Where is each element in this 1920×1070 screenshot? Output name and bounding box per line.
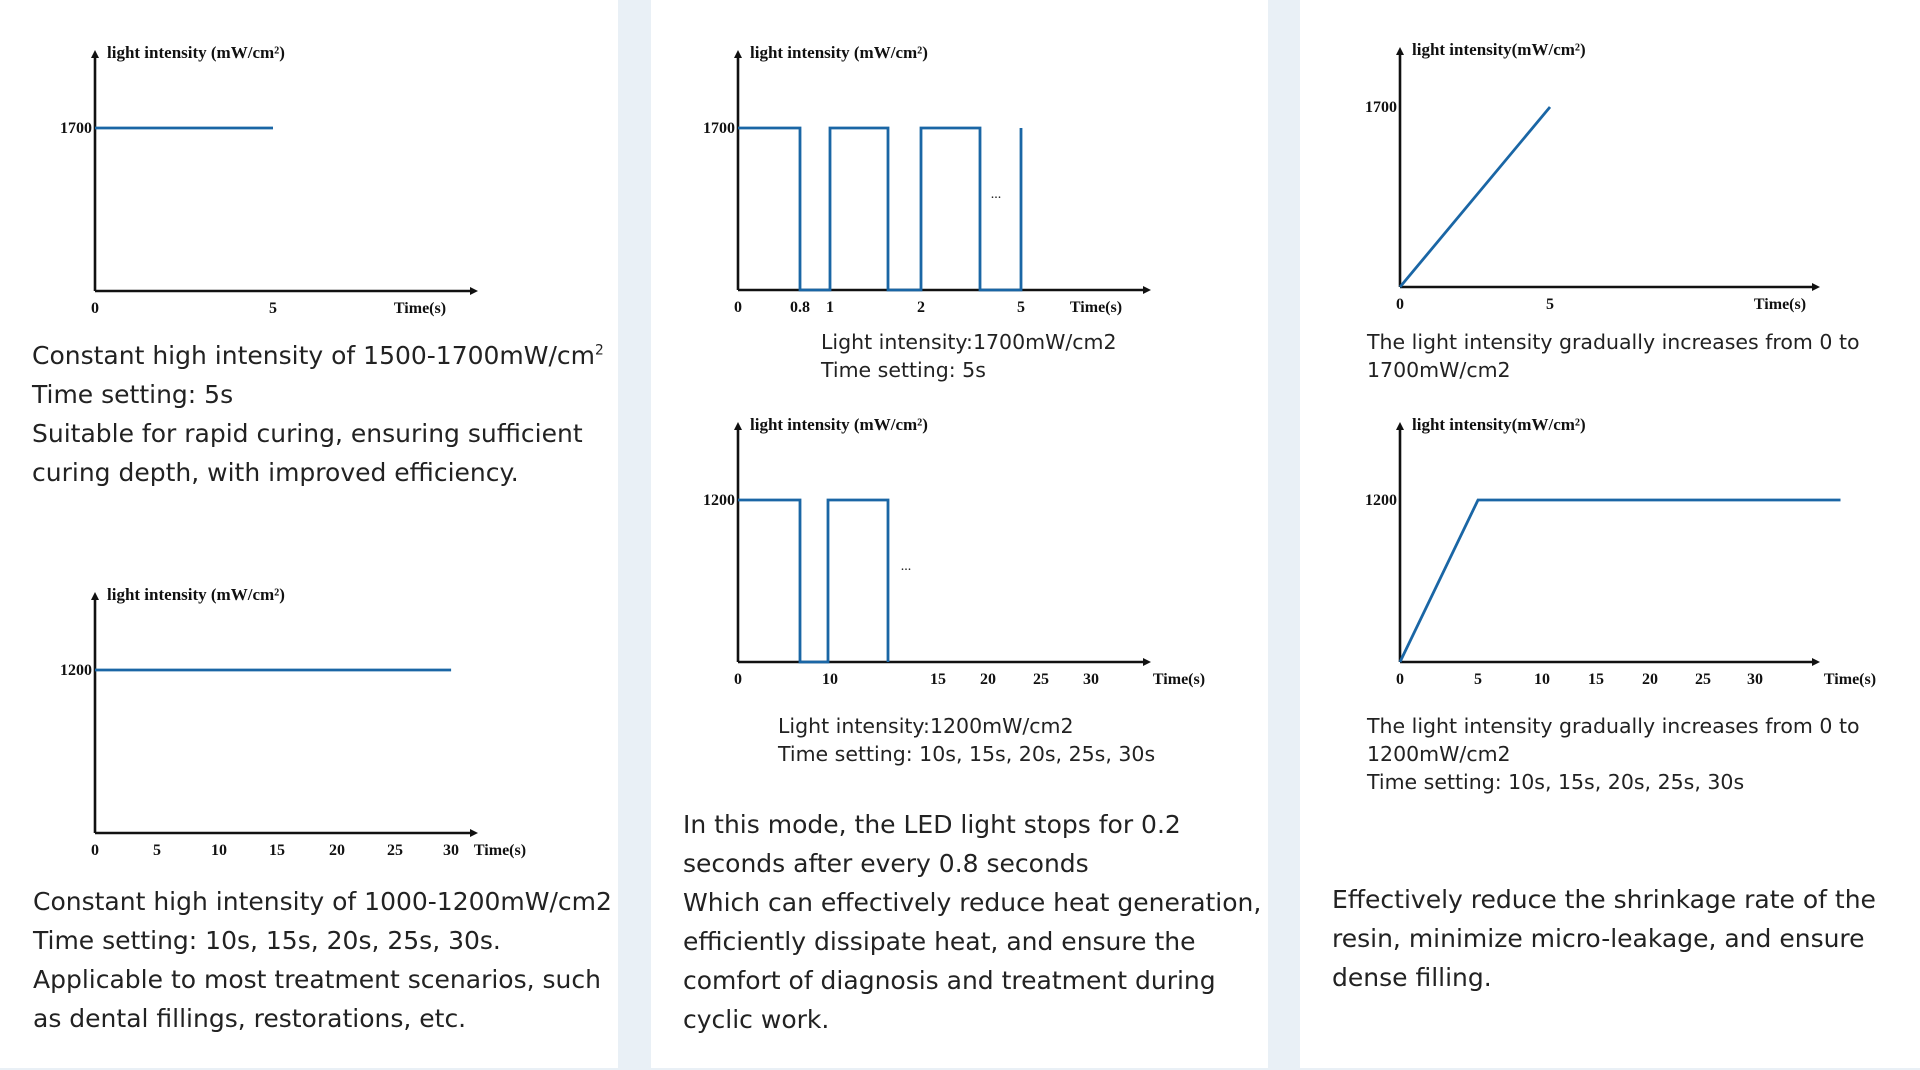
x-tick-label: 10 <box>1534 671 1550 688</box>
x-tick-label: 20 <box>1642 671 1658 688</box>
desc-pulse-1200 <box>778 712 1155 768</box>
y-axis-arrow <box>734 422 742 430</box>
x-tick-label: 0.8 <box>790 299 810 316</box>
chart-ramp-1200 <box>1340 410 1900 700</box>
desc-line: Effectively reduce the shrinkage rate of the <box>1332 885 1876 914</box>
x-axis-arrow <box>470 287 478 295</box>
y-axis-arrow <box>734 50 742 58</box>
y-axis-arrow <box>1396 422 1404 430</box>
y-tick-label: 1700 <box>60 120 92 137</box>
desc-pulse-1700 <box>821 328 1117 384</box>
x-tick-label: 5 <box>269 300 277 317</box>
y-axis-label: light intensity (mW/cm²) <box>107 43 285 62</box>
desc-constant-1200 <box>33 882 612 1038</box>
x-tick-label: 1 <box>826 299 834 316</box>
x-axis-arrow <box>470 829 478 837</box>
desc-ramp-1700 <box>1367 328 1860 384</box>
desc-line: 1200mW/cm2 <box>1367 742 1511 766</box>
desc-line: Time setting: 10s, 15s, 20s, 25s, 30s. <box>33 926 501 955</box>
y-tick-label: 1200 <box>703 492 735 509</box>
desc-line: The light intensity gradually increases from 0 to <box>1367 330 1860 354</box>
y-axis-arrow <box>91 50 99 58</box>
x-axis-arrow <box>1812 658 1820 666</box>
x-axis-label: Time(s) <box>1753 296 1807 313</box>
y-axis-label: light intensity(mW/cm²) <box>1412 415 1586 434</box>
x-axis-label: Time(s) <box>1823 671 1877 688</box>
desc-constant-1700 <box>32 336 604 492</box>
x-tick-label: 5 <box>1474 671 1482 688</box>
y-axis-label: light intensity (mW/cm²) <box>107 585 285 604</box>
desc-line: resin, minimize micro-leakage, and ensure <box>1332 924 1865 953</box>
desc-line: Time setting: 10s, 15s, 20s, 25s, 30s <box>778 742 1156 766</box>
x-axis-arrow <box>1143 658 1151 666</box>
y-axis-label: light intensity(mW/cm²) <box>1412 40 1586 59</box>
desc-line: cyclic work. <box>683 1005 830 1034</box>
chart-constant-1700 <box>40 38 500 328</box>
y-axis-label: light intensity (mW/cm²) <box>750 415 928 434</box>
x-tick-label: 0 <box>1396 671 1404 688</box>
x-tick-label: 15 <box>1588 671 1604 688</box>
desc-line: dense filling. <box>1332 963 1492 992</box>
y-tick-label: 1200 <box>1365 492 1397 509</box>
x-axis-label: Time(s) <box>393 300 447 317</box>
x-tick-label: 0 <box>91 842 99 859</box>
x-tick-label: 0 <box>91 300 99 317</box>
panel-ramp-mode <box>1300 0 1920 1068</box>
series-line-intensity <box>738 128 1021 290</box>
series-line-intensity <box>738 500 888 662</box>
series-line-intensity <box>1400 107 1550 287</box>
desc-pulse-mode <box>683 805 1261 1039</box>
x-tick-label: 30 <box>1747 671 1763 688</box>
y-tick-label: 1700 <box>1365 99 1397 116</box>
ellipsis: ... <box>990 187 1002 202</box>
chart-constant-1200 <box>40 580 560 870</box>
x-tick-label: 15 <box>930 671 946 688</box>
x-axis-label: Time(s) <box>473 842 527 859</box>
chart-ramp-1700 <box>1340 35 1860 325</box>
x-tick-label: 5 <box>153 842 161 859</box>
desc-line: Applicable to most treatment scenarios, such <box>33 965 601 994</box>
desc-line: efficiently dissipate heat, and ensure the <box>683 927 1196 956</box>
x-tick-label: 25 <box>1033 671 1049 688</box>
x-tick-label: 20 <box>980 671 996 688</box>
x-tick-label: 30 <box>443 842 459 859</box>
x-tick-label: 0 <box>1396 296 1404 313</box>
x-tick-label: 5 <box>1017 299 1025 316</box>
x-tick-label: 2 <box>917 299 925 316</box>
panel-pulse-mode <box>651 0 1268 1068</box>
x-tick-label: 0 <box>734 671 742 688</box>
x-axis-arrow <box>1812 283 1820 291</box>
desc-line: comfort of diagnosis and treatment during <box>683 966 1216 995</box>
desc-line: 1700mW/cm2 <box>1367 358 1511 382</box>
x-axis-label: Time(s) <box>1069 299 1123 316</box>
y-axis-label: light intensity (mW/cm²) <box>750 43 928 62</box>
desc-line: curing depth, with improved efficiency. <box>32 458 519 487</box>
x-tick-label: 10 <box>211 842 227 859</box>
y-axis-arrow <box>91 592 99 600</box>
superscript: 2 <box>595 342 604 359</box>
series-line-intensity <box>1400 500 1841 662</box>
desc-line: Constant high intensity of 1000-1200mW/cm2 <box>33 887 612 916</box>
y-tick-label: 1200 <box>60 662 92 679</box>
chart-pulse-1700 <box>691 38 1191 328</box>
desc-line: Which can effectively reduce heat generation, <box>683 888 1262 917</box>
desc-line: seconds after every 0.8 seconds <box>683 849 1089 878</box>
x-axis-label: Time(s) <box>1152 671 1206 688</box>
desc-line: In this mode, the LED light stops for 0.2 <box>683 810 1181 839</box>
desc-line: Time setting: 5s <box>32 380 234 409</box>
ellipsis: ... <box>900 559 912 574</box>
x-tick-label: 25 <box>387 842 403 859</box>
x-tick-label: 25 <box>1695 671 1711 688</box>
desc-line: Light intensity:1700mW/cm2 <box>821 330 1117 354</box>
desc-line: Time setting: 5s <box>821 358 986 382</box>
desc-line: Suitable for rapid curing, ensuring sufficient <box>32 419 583 448</box>
panel-constant-mode <box>0 0 618 1068</box>
desc-ramp-mode <box>1332 880 1876 997</box>
chart-pulse-1200 <box>691 410 1251 700</box>
x-tick-label: 10 <box>822 671 838 688</box>
x-axis-arrow <box>1143 286 1151 294</box>
desc-line: Light intensity:1200mW/cm2 <box>778 714 1074 738</box>
x-tick-label: 20 <box>329 842 345 859</box>
y-axis-arrow <box>1396 47 1404 55</box>
desc-line: Constant high intensity of $1500-1700mW/cm^2$ <box>32 341 604 370</box>
x-tick-label: 15 <box>269 842 285 859</box>
desc-line: as dental fillings, restorations, etc. <box>33 1004 467 1033</box>
y-tick-label: 1700 <box>703 120 735 137</box>
x-tick-label: 0 <box>734 299 742 316</box>
desc-ramp-1200 <box>1367 712 1860 796</box>
x-tick-label: 30 <box>1083 671 1099 688</box>
x-tick-label: 5 <box>1546 296 1554 313</box>
desc-line: The light intensity gradually increases from 0 to <box>1367 714 1860 738</box>
desc-line: Time setting: 10s, 15s, 20s, 25s, 30s <box>1367 770 1745 794</box>
